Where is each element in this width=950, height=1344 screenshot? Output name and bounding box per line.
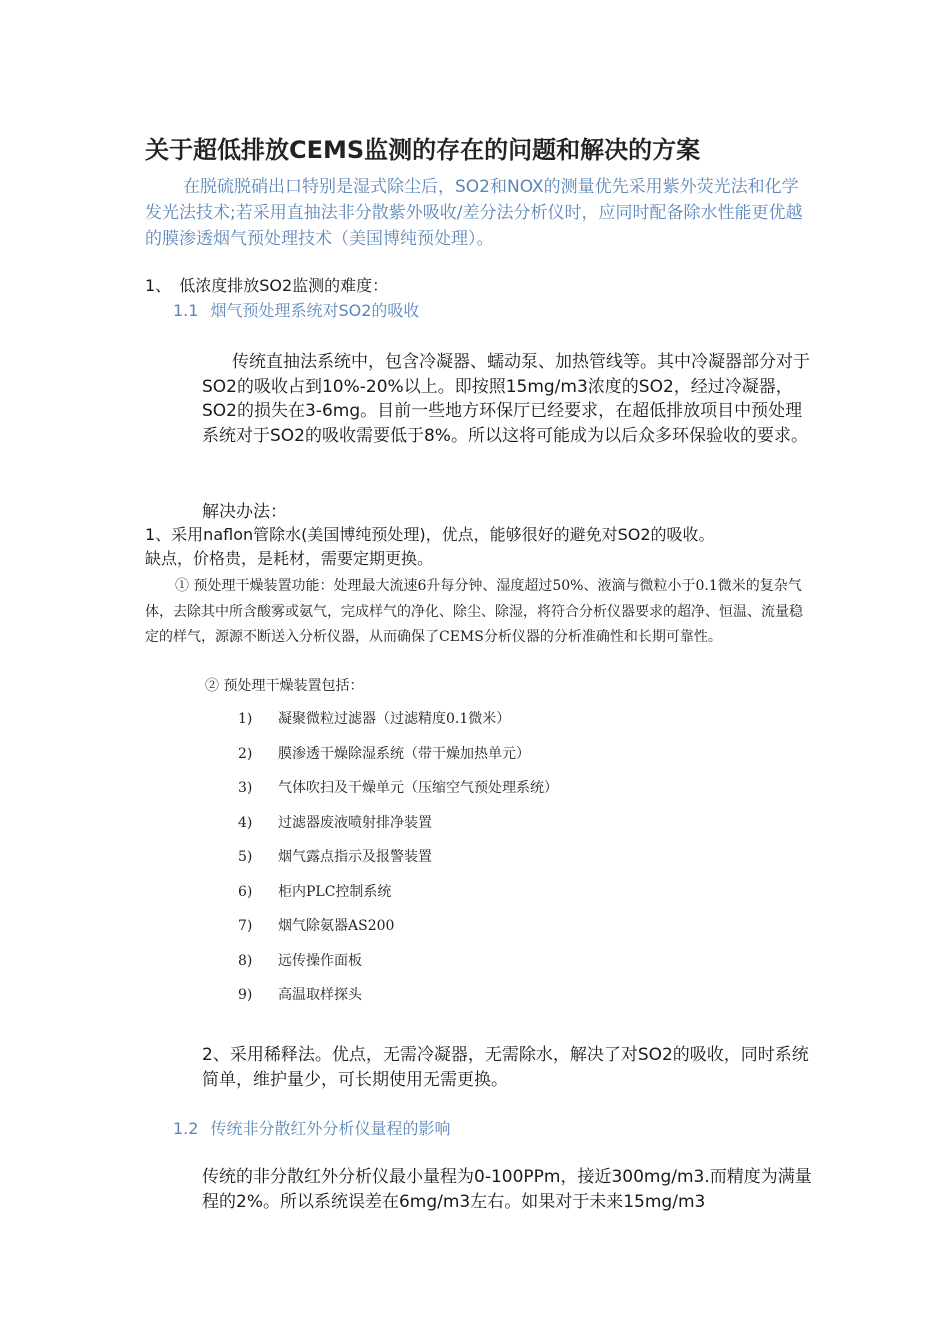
list-item-text: 高温取样探头 — [278, 987, 362, 1003]
lead-text: 在脱硫脱硝出口特别是湿式除尘后，SO2和NOX的测量优先采用紫外荧光法和化学发光法技术;若采用直抽法非分散紫外吸收/差分法分析仪时，应同时配备除水性能更优越的膜渗透烟气预处理技术（美国博纯预处理）。 — [145, 177, 803, 249]
infrared-range-paragraph: 传统的非分散红外分析仪最小量程为0-100PPm，接近300mg/m3.而精度为满量程的2%。所以系统误差在6mg/m3左右。如果对于未来15mg/m3 — [202, 1167, 812, 1212]
list-item-number: 3) — [238, 780, 253, 796]
solution-label: 解决办法： — [202, 502, 287, 522]
list-item-text: 凝聚微粒过滤器（过滤精度0.1微米） — [278, 711, 511, 727]
dryer-function-text: ① 预处理干燥装置功能：处理最大流速6升每分钟、湿度超过50%、液滴与微粒小于0.1微米的复杂气体，去除其中所含酸雾或氨气，完成样气的净化、除尘、除湿，将符合分析仪器要求的超净、恒温、流量稳定的样气，源源不断送入分析仪器，从而确保了CEMS分析仪器的分析准确性和长期可靠性。 — [145, 578, 803, 645]
list-item-number: 8) — [238, 952, 253, 969]
list-item — [238, 982, 558, 1017]
list-item-number: 7) — [238, 918, 253, 934]
subsection-1-2-number: 1.2 — [173, 1119, 199, 1138]
list-item-text: 过滤器废液喷射排净装置 — [278, 814, 432, 831]
list-item — [238, 913, 558, 948]
solution-1-line-1: 1、采用naflon管除水(美国博纯预处理)，优点，能够很好的避免对SO2的吸收。 — [145, 525, 715, 544]
dilution-method-paragraph: 2、采用稀释法。优点，无需冷凝器，无需除水，解决了对SO2的吸收，同时系统简单，维护量少，可长期使用无需更换。 — [202, 1045, 809, 1090]
subsection-1-2-title: 传统非分散红外分析仪量程的影响 — [210, 1119, 451, 1138]
lead-paragraph — [145, 174, 815, 252]
list-item-text: 远传操作面板 — [278, 952, 362, 969]
condenser-text: 传统直抽法系统中，包含冷凝器、蠕动泵、加热管线等。其中冷凝器部分对于SO2的吸收占到10%-20%以上。即按照15mg/m3浓度的SO2，经过冷凝器，SO2的损失在3-6mg。目前一些地方环保厅已经要求，在超低排放项目中预处理系统对于SO2的吸收需要低于8%。所以这将可能成为以后众多环保验收的要求。 — [202, 352, 810, 446]
subsection-1-1-heading — [173, 299, 419, 323]
list-item — [238, 775, 558, 810]
list-item — [238, 706, 558, 741]
section-1-title: 低浓度排放SO2监测的难度： — [179, 276, 389, 295]
list-item-number: 2) — [238, 745, 253, 762]
condenser-paragraph — [202, 350, 814, 448]
document-title: 关于超低排放CEMS监测的存在的问题和解决的方案 — [145, 136, 701, 164]
list-item — [238, 948, 558, 983]
list-item-text: 烟气除氨器AS200 — [278, 918, 395, 934]
list-item-text: 气体吹扫及干燥单元（压缩空气预处理系统） — [278, 780, 558, 796]
list-item-number: 1) — [238, 711, 253, 727]
list-item-number: 9) — [238, 987, 253, 1003]
subsection-1-2-heading — [173, 1117, 450, 1141]
subsection-1-1-number: 1.1 — [173, 301, 199, 320]
solution-1-line-2: 缺点，价格贵，是耗材，需要定期更换。 — [145, 549, 434, 568]
list-item — [238, 844, 558, 879]
dryer-includes-label: ② 预处理干燥装置包括： — [205, 678, 364, 694]
solution-1 — [145, 523, 825, 571]
list-item-number: 4) — [238, 814, 253, 831]
list-item — [238, 879, 558, 914]
list-item-text: 膜渗透干燥除湿系统（带干燥加热单元） — [278, 745, 530, 762]
list-item-number: 5) — [238, 849, 253, 865]
subsection-1-1-title: 烟气预处理系统对SO2的吸收 — [210, 301, 420, 320]
dryer-function-paragraph — [145, 574, 813, 651]
component-list — [238, 706, 558, 1017]
section-1-heading — [145, 274, 388, 298]
list-item — [238, 741, 558, 776]
list-item — [238, 810, 558, 845]
list-item-text: 柜内PLC控制系统 — [278, 883, 392, 900]
list-item-text: 烟气露点指示及报警装置 — [278, 849, 432, 865]
list-item-number: 6) — [238, 883, 253, 900]
section-1-number: 1、 — [145, 276, 172, 295]
